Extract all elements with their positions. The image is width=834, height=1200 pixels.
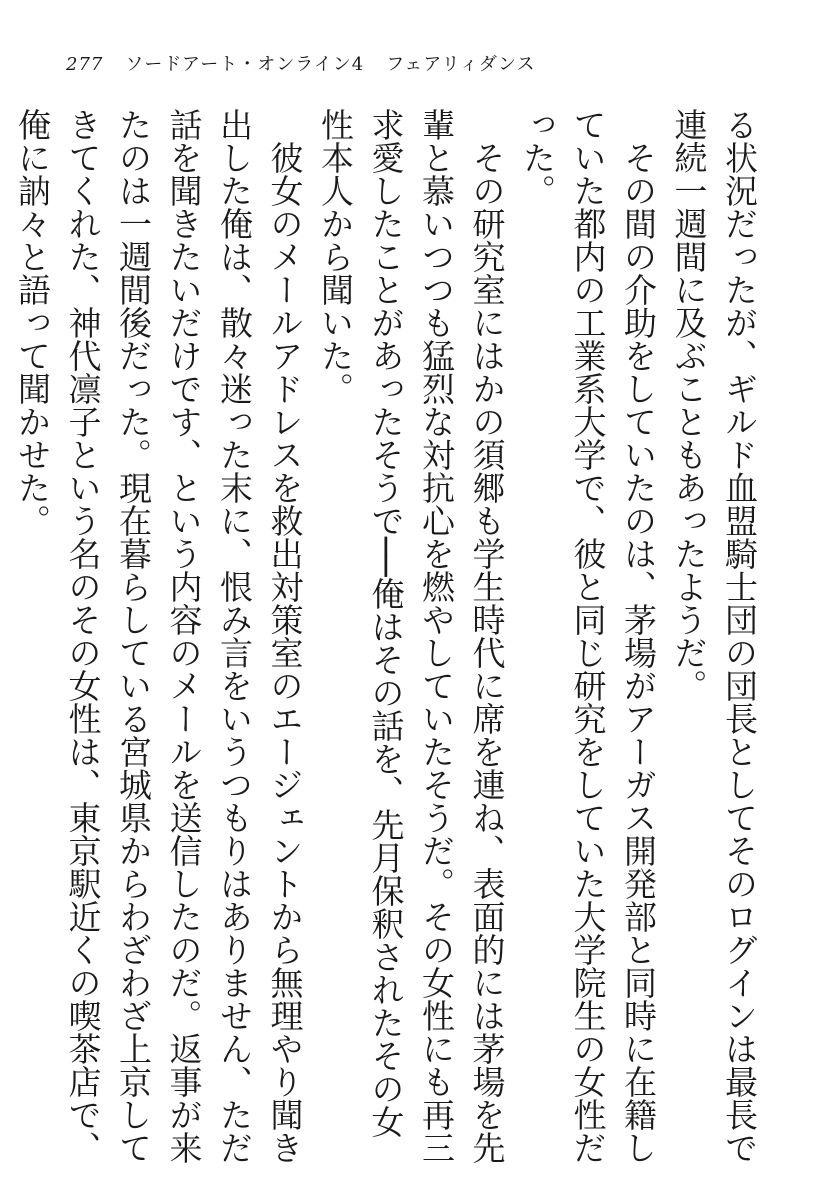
paragraph bbox=[0, 108, 7, 1168]
chapter-title: フェアリィダンス bbox=[386, 54, 536, 75]
paragraph: その間の介助をしていたのは、茅場がアーガス開発部と同時に在籍していた都内の工業系大学で、彼と同じ研究をしていた大学院生の女性だった。 bbox=[518, 108, 658, 1164]
paragraph: 彼女のメールアドレスを救出対策室のエージェントから無理やり聞き出した俺は、散々迷った末に、恨み言をいうつもりはありません、ただ話を聞きたいだけです、という内容のメールを送信したのだ。返事が来たのは一週間後だった。現在暮らしている宮城県からわざわざ上京してきてくれた、神代凛子という名のその女性は、東京駅近くの喫茶店で、俺に訥々と語って聞かせた。 bbox=[13, 108, 305, 1164]
running-header bbox=[66, 50, 766, 80]
page-number: 277 bbox=[66, 54, 104, 75]
paragraph: その研究室にはかの須郷も学生時代に席を連ね、表面的には茅場を先輩と慕いつつも猛烈な対抗心を燃やしていたそうだ。その女性にも再三求愛したことがあったそうで──俺はその話を、先月保釈されたその女性本人から聞いた。 bbox=[316, 108, 507, 1164]
book-title: ソードアート・オンライン4 bbox=[125, 54, 365, 75]
paragraph: る状況だったが、ギルド血盟騎士団の団長としてそのログインは最長で連続一週間に及ぶこともあったようだ。 bbox=[669, 108, 759, 1164]
vertical-text-body bbox=[13, 108, 764, 1168]
